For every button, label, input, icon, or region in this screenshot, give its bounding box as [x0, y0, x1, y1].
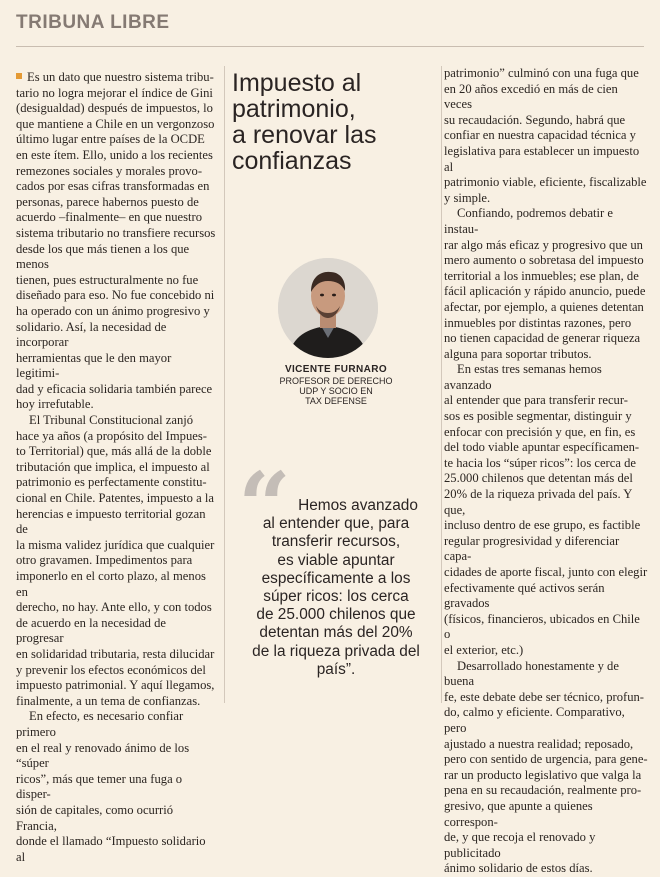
text-line: incluso dentro de ese grupo, es factible — [444, 518, 641, 533]
text-line: del todo viable apuntar específicamen- — [444, 440, 640, 455]
text-line: pero con sentido de urgencia, para gene- — [444, 752, 648, 767]
text-line: patrimonio” culminó con una fuga que — [444, 66, 639, 80]
column-divider-right — [441, 66, 442, 703]
text-line: cados por esas cifras transformadas en — [16, 179, 210, 194]
text-line: herramientas que le den mayor legitimi- — [16, 350, 172, 381]
text-line: to Territorial) que, más allá de la doble — [16, 444, 212, 459]
text-line: de, y que recoja el renovado y publicitado — [444, 830, 596, 860]
article-column-3 — [444, 66, 648, 877]
text-line: enfocar con precisión y que, en fin, es — [444, 424, 636, 439]
text-line: imponerlo en el corto plazo, al menos en — [16, 569, 206, 599]
pullquote-line: de la riqueza privada del — [252, 642, 420, 660]
bullet-icon — [16, 73, 22, 79]
text-line: patrimonio viable, eficiente, fiscalizable — [444, 175, 647, 190]
text-line: pena en su recaudación, realmente pro- — [444, 783, 642, 798]
article-column-1 — [16, 70, 216, 865]
text-line: en solidaridad tributaria, resta dilucidar — [16, 646, 215, 661]
text-line: legislativa para establecer un impuesto al — [444, 143, 640, 174]
pullquote-line: es viable apuntar — [277, 551, 395, 569]
text-line: donde el llamado “Impuesto solidario al — [16, 834, 206, 864]
text-line: ajustado a nuestra realidad; reposado, — [444, 736, 634, 751]
text-line: cidades de aporte fiscal, junto con elegir — [444, 565, 648, 579]
text-line: territorial a los inmuebles; ese plan, de — [444, 268, 639, 283]
author-name: VICENTE FURNARO — [284, 364, 388, 375]
text-line: en el real y renovado ánimo de los “súper — [16, 740, 190, 771]
text-line: hoy irrefutable. — [16, 397, 94, 412]
text-line: cional en Chile. Patentes, impuesto a la — [16, 491, 214, 506]
author-role: PROFESOR DE DERECHO — [279, 376, 393, 386]
paragraph — [16, 413, 216, 709]
text-line: hace ya años (a propósito del Impues- — [16, 428, 207, 443]
pullquote-line: al entender que, para — [262, 515, 410, 533]
section-title: TRIBUNA LIBRE — [16, 12, 170, 33]
text-line: do, calmo y eficiente. Comparativo, pero — [444, 705, 625, 735]
text-line: gresivo, que apunte a quienes correspon- — [444, 798, 593, 829]
section-divider — [16, 46, 644, 47]
text-line: impuesto patrimonial. Y aquí llegamos, — [16, 678, 215, 693]
text-line: (físicos, financieros, ubicados en Chile o — [444, 611, 640, 642]
text-line: tario no logra mejorar el índice de Gini — [16, 85, 213, 100]
text-line: finalmente, a un tema de confianzas. — [16, 693, 201, 708]
text-line: Desarrollado honestamente y de buena — [444, 658, 619, 689]
text-line: 25.000 chilenos que detentan más del — [444, 471, 633, 486]
text-line: ha operado con un ánimo progresivo y — [16, 303, 210, 318]
text-line: y prevenir los efectos económicos del — [16, 662, 206, 677]
headline-line: patrimonio, — [232, 95, 356, 123]
text-line: derecho, no hay. Ante ello, y con todos — [16, 600, 212, 615]
text-line: la misma validez jurídica que cualquier — [16, 537, 215, 552]
paragraph — [444, 659, 648, 877]
headline-line: Impuesto al — [232, 69, 362, 97]
text-line: En efecto, es necesario confiar primero — [16, 709, 184, 739]
text-line: regular progresividad y diferenciar capa- — [444, 533, 620, 564]
text-line: no tienen capacidad de generar riqueza — [444, 331, 641, 346]
pullquote-line: de 25.000 chilenos que — [256, 606, 416, 624]
text-line: El Tribunal Constitucional zanjó — [29, 413, 194, 428]
text-line: su recaudación. Segundo, habrá que — [444, 112, 626, 127]
text-line: sión de capitales, como ocurrió Francia, — [16, 802, 174, 833]
paragraph — [444, 362, 648, 658]
text-line: personas, parece habernos puesto de — [16, 194, 199, 209]
text-line: acuerdo –finalmente– en que nuestro — [16, 210, 203, 225]
paragraph — [16, 709, 216, 865]
text-line: en este ítem. Ello, unido a los recientes — [16, 147, 213, 162]
text-line: (desigualdad) después de impuestos, lo — [16, 101, 213, 116]
author-role: TAX DEFENSE — [305, 396, 367, 406]
text-line: 20% de la riqueza privada del país. Y que, — [444, 487, 632, 517]
text-line: afectar, por ejemplo, a quienes detentan — [444, 299, 644, 314]
text-line: inmuebles por distintas razones, pero — [444, 315, 632, 330]
pullquote-line: transferir recursos, — [271, 533, 401, 551]
paragraph — [16, 70, 216, 413]
text-line: fácil aplicación y rápido anuncio, puede — [444, 284, 646, 299]
text-line: mero aumento o sobretasa del impuesto — [444, 253, 644, 268]
text-line: te hacia los “súper ricos”: los cerca de — [444, 455, 636, 470]
headline-line: a renovar las — [232, 121, 377, 149]
text-line: Es un dato que nuestro sistema tribu- — [27, 70, 214, 84]
paragraph — [444, 206, 648, 362]
text-line: otro gravamen. Impedimentos para — [16, 553, 193, 568]
text-line: el exterior, etc.) — [444, 642, 524, 657]
pullquote-line: Hemos avanzado — [298, 497, 418, 514]
text-line: tienen, pues estructuralmente no fue — [16, 272, 199, 287]
text-line: patrimonio es perfectamente constitu- — [16, 475, 207, 490]
text-line: efectivamente qué activos serán gravados — [444, 580, 605, 611]
quote-mark-icon: “ — [238, 452, 291, 560]
text-line: alguna para soportar tributos. — [444, 346, 592, 361]
text-line: ánimo solidario de estos días. — [444, 861, 593, 876]
author-photo — [278, 258, 378, 358]
text-line: y simple. — [444, 190, 491, 205]
text-line: En estas tres semanas hemos avanzado — [444, 362, 602, 392]
text-line: dad y eficacia solidaria también parece — [16, 381, 213, 396]
paragraph — [444, 66, 648, 206]
text-line: Confiando, podremos debatir e instau- — [444, 206, 613, 236]
text-line: sistema tributario no transfiere recursos — [16, 225, 216, 240]
text-line: fe, este debate debe ser técnico, profun- — [444, 689, 644, 704]
text-line: de acuerdo en la necesidad de progresar — [16, 615, 166, 646]
text-line: rar algo más eficaz y progresivo que un — [444, 237, 643, 252]
text-line: desde los que más tienen a los que menos — [16, 241, 190, 272]
pullquote-line: detentan más del 20% — [259, 624, 413, 642]
headline — [232, 70, 437, 174]
text-line: último lugar entre países de la OCDE — [16, 132, 205, 147]
pullquote-line: súper ricos: los cerca — [263, 588, 409, 606]
text-line: confiar en nuestra capacidad técnica y — [444, 128, 636, 143]
text-line: rar un producto legislativo que valga la — [444, 767, 642, 782]
text-line: al entender que para transferir recur- — [444, 393, 628, 408]
headline-line: confianzas — [232, 147, 352, 175]
text-line: solidario. Así, la necesidad de incorporar — [16, 319, 167, 350]
pull-quote — [236, 497, 436, 679]
text-line: que mantiene a Chile en un vergonzoso — [16, 116, 215, 131]
author-role: UDP Y SOCIO EN — [299, 386, 373, 396]
text-line: ricos”, más que temer una fuga o disper- — [16, 771, 183, 802]
text-line: herencias e impuesto territorial gozan de — [16, 506, 206, 537]
text-line: tributación que implica, el impuesto al — [16, 459, 210, 474]
text-line: en 20 años excedió en más de cien veces — [444, 81, 618, 112]
pullquote-line: país”. — [316, 660, 356, 678]
text-line: remezones sociales y morales provo- — [16, 163, 203, 178]
text-line: sos es posible segmentar, distinguir y — [444, 409, 632, 424]
text-line: diseñado para eso. No fue concebido ni — [16, 288, 215, 303]
column-divider-left — [224, 66, 225, 703]
pullquote-line: específicamente a los — [261, 569, 411, 587]
